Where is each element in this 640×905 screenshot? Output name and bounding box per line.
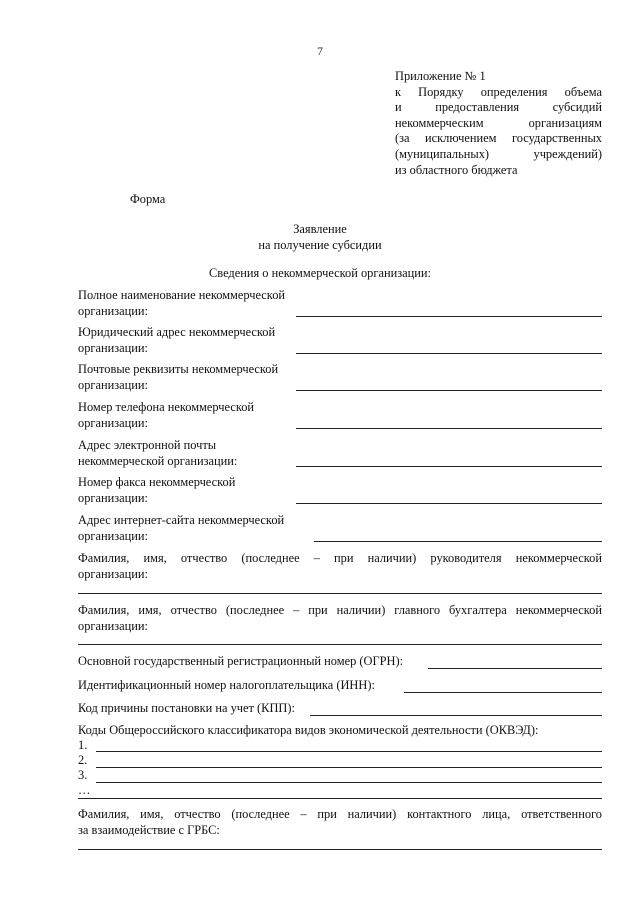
title-subline: на получение субсидии (258, 237, 382, 252)
document-title (0, 222, 640, 253)
ogrn-input-line[interactable] (428, 668, 602, 669)
field-label-line: некоммерческой организации: (78, 454, 238, 468)
annex-line: некоммерческим организациям (395, 115, 602, 130)
field-label-line: организации: (78, 416, 148, 430)
annex-line: (муниципальных) учреждений) (395, 146, 602, 161)
head-name-label (78, 550, 602, 582)
ogrn-label: Основной государственный регистрационный номер (ОГРН): (78, 654, 404, 668)
field-label-email (78, 437, 237, 469)
kpp-label: Код причины постановки на учет (КПП): (78, 701, 295, 715)
accountant-name-line: Фамилия, имя, отчество (последнее – при наличии) главного бухгалтера некоммерческой (78, 603, 602, 617)
postal-details-input-line[interactable] (296, 390, 602, 391)
field-label-phone (78, 399, 254, 431)
accountant-name-input-line[interactable] (78, 644, 602, 645)
field-label-line: организации: (78, 341, 148, 355)
field-label-postal-details (78, 361, 278, 393)
okved-more-input-line[interactable] (78, 798, 602, 799)
contact-name-input-line[interactable] (78, 849, 602, 850)
section-heading: Сведения о некоммерческой организации: (209, 266, 431, 280)
okved-3-input-line[interactable] (96, 782, 602, 783)
okved-item-number: 3. (78, 768, 88, 782)
head-name-line: организации: (78, 567, 148, 581)
email-input-line[interactable] (296, 466, 602, 467)
field-label-line: Почтовые реквизиты некоммерческой (78, 362, 279, 376)
okved-ellipsis: … (78, 783, 91, 797)
field-label-line: Номер факса некоммерческой (78, 475, 236, 489)
field-label-legal-address (78, 324, 275, 356)
accountant-name-label (78, 602, 602, 634)
field-label-website (78, 512, 284, 544)
contact-name-line: за взаимодействие с ГРБС: (78, 823, 220, 837)
head-name-input-line[interactable] (78, 593, 602, 594)
field-label-full-name (78, 287, 285, 319)
okved-1-input-line[interactable] (96, 751, 602, 752)
field-label-fax (78, 474, 235, 506)
inn-input-line[interactable] (404, 692, 602, 693)
page-number: 7 (317, 44, 323, 58)
legal-address-input-line[interactable] (296, 353, 602, 354)
okved-heading: Коды Общероссийского классификатора видов экономической деятельности (ОКВЭД): (78, 723, 539, 737)
contact-name-line: Фамилия, имя, отчество (последнее – при наличии) контактного лица, ответственного (78, 807, 602, 821)
field-label-line: организации: (78, 491, 148, 505)
okved-2-input-line[interactable] (96, 767, 602, 768)
phone-input-line[interactable] (296, 428, 602, 429)
accountant-name-line: организации: (78, 619, 148, 633)
annex-line: (за исключением государственных (395, 131, 602, 146)
annex-line: к Порядку определения объема (395, 84, 602, 99)
inn-label: Идентификационный номер налогоплательщика (ИНН): (78, 678, 375, 692)
title-line: Заявление (293, 222, 347, 236)
field-label-line: организации: (78, 529, 148, 543)
annex-line: и предоставления субсидий (395, 100, 602, 115)
field-label-line: Полное наименование некоммерческой (78, 288, 286, 302)
fax-input-line[interactable] (296, 503, 602, 504)
annex-line: Приложение № 1 (395, 69, 486, 83)
field-label-line: Адрес электронной почты (78, 438, 217, 452)
field-label-line: Номер телефона некоммерческой (78, 400, 255, 414)
form-label: Форма (130, 192, 166, 206)
annex-note (395, 69, 602, 178)
field-label-line: Адрес интернет-сайта некоммерческой (78, 513, 285, 527)
full-name-input-line[interactable] (296, 316, 602, 317)
field-label-line: организации: (78, 378, 148, 392)
kpp-input-line[interactable] (310, 715, 602, 716)
okved-item-number: 1. (78, 738, 88, 752)
field-label-line: Юридический адрес некоммерческой (78, 325, 276, 339)
field-label-line: организации: (78, 304, 148, 318)
annex-line: из областного бюджета (395, 162, 518, 177)
website-input-line[interactable] (314, 541, 602, 542)
contact-name-label (78, 806, 602, 838)
head-name-line: Фамилия, имя, отчество (последнее – при наличии) руководителя некоммерческой (78, 551, 602, 565)
okved-item-number: 2. (78, 753, 88, 767)
